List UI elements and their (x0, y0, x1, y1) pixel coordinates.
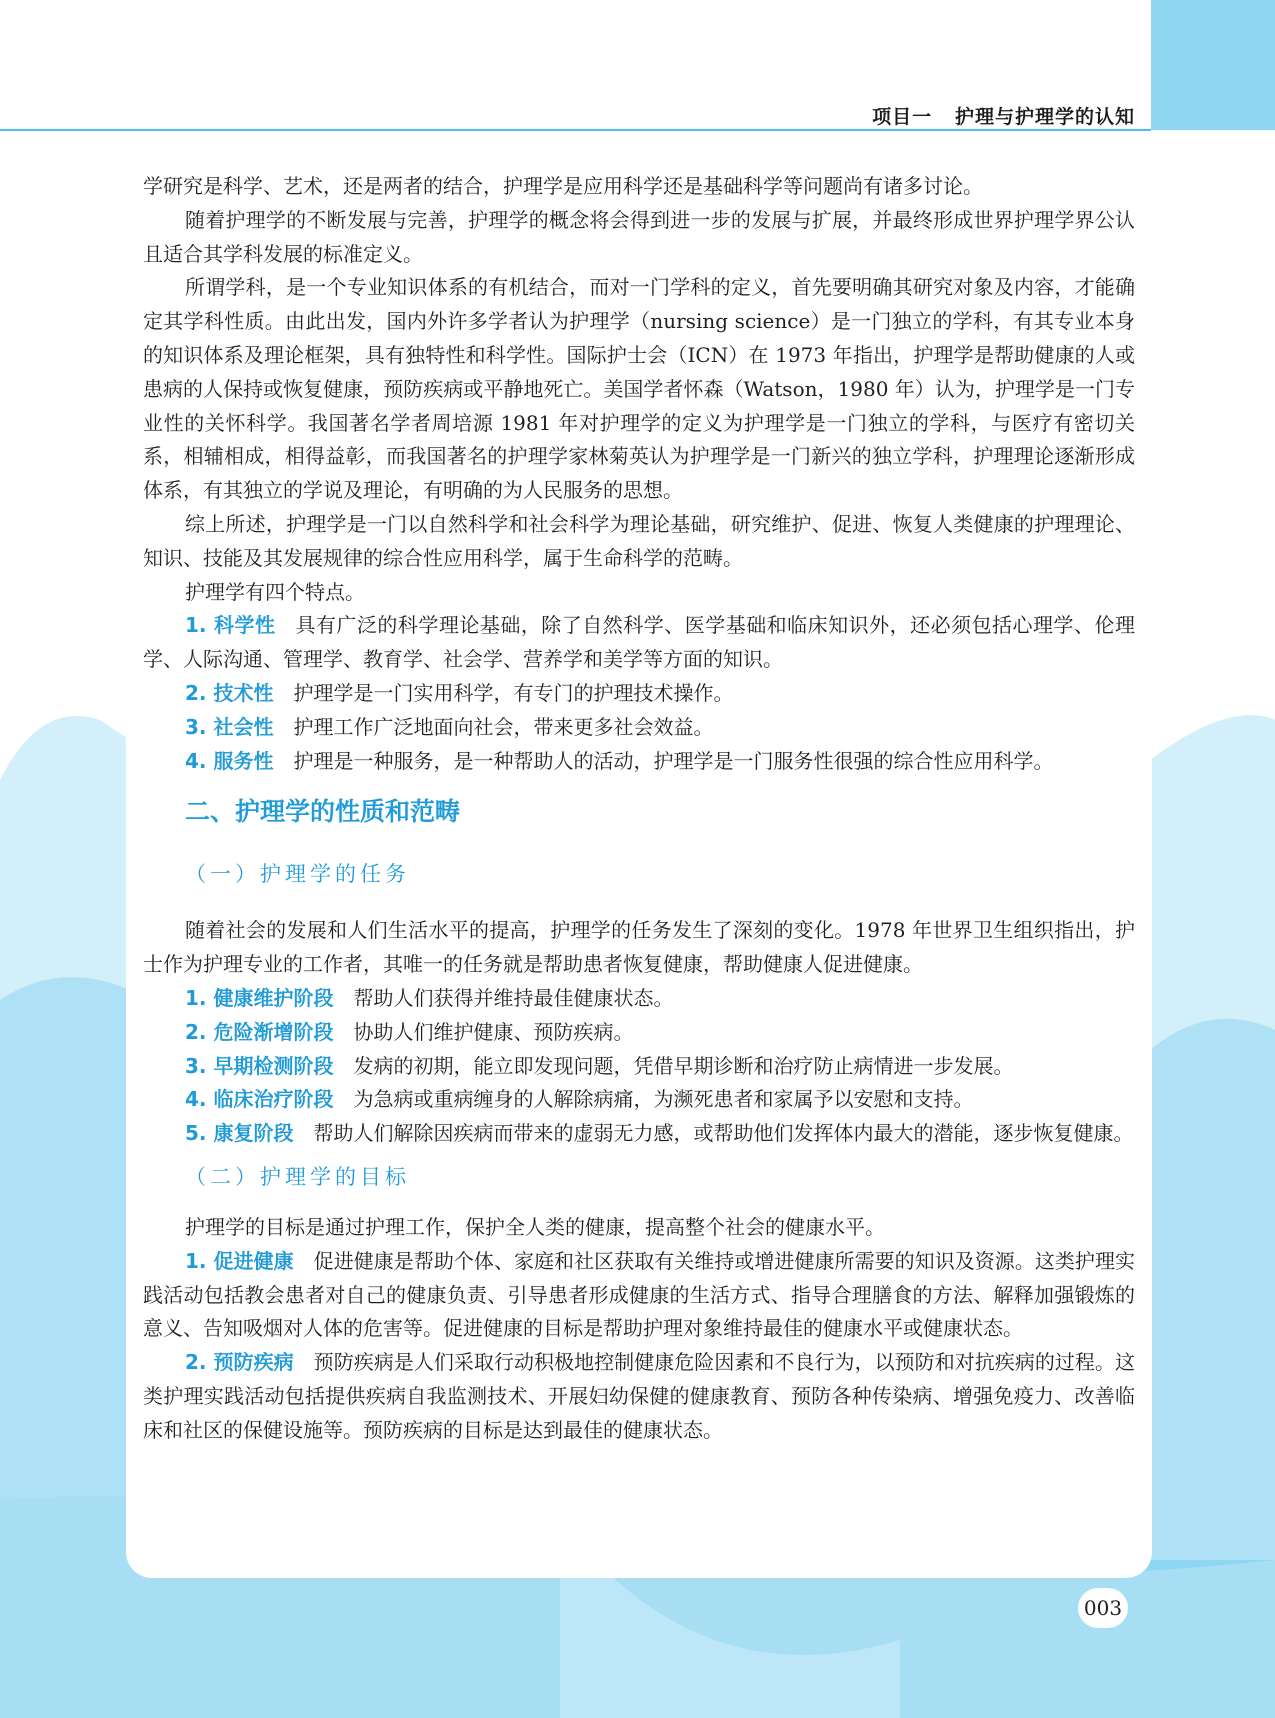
stage-label: 4. 临床治疗阶段 (185, 1087, 334, 1112)
stage-text: 为急病或重病缠身的人解除病痛，为濒死患者和家属予以安慰和支持。 (353, 1087, 974, 1112)
stage-item (143, 1083, 1135, 1117)
feature-item (143, 609, 1135, 677)
goal-item (143, 1346, 1135, 1447)
running-header-title: 项目一 护理与护理学的认知 (872, 106, 1135, 128)
header-corner-block (1151, 0, 1275, 130)
subsection-heading: （一）护理学的任务 (185, 862, 410, 887)
stage-text: 帮助人们解除因疾病而带来的虚弱无力感，或帮助他们发挥体内最大的潜能，逐步恢复健康。 (313, 1121, 1134, 1146)
feature-item (143, 711, 1135, 745)
goal-label: 2. 预防疾病 (185, 1350, 294, 1375)
stage-item (143, 982, 1135, 1016)
header-rule (0, 129, 1151, 131)
section-heading: 二、护理学的性质和范畴 (185, 797, 461, 827)
stage-text: 协助人们维护健康、预防疾病。 (353, 1019, 634, 1044)
feature-label: 2. 技术性 (185, 680, 274, 705)
paragraph: 综上所述，护理学是一门以自然科学和社会科学为理论基础，研究维护、促进、恢复人类健康的护理理论、知识、技能及其发展规律的综合性应用科学，属于生命科学的范畴。 (143, 511, 1135, 570)
stage-text: 发病的初期，能立即发现问题，凭借早期诊断和治疗防止病情进一步发展。 (353, 1053, 1014, 1078)
feature-text: 护理是一种服务，是一种帮助人的活动，护理学是一门服务性很强的综合性应用科学。 (293, 748, 1054, 773)
paragraph: 学研究是科学、艺术，还是两者的结合，护理学是应用科学还是基础科学等问题尚有诸多讨论。 (143, 174, 983, 198)
paragraph: 护理学有四个特点。 (185, 579, 365, 604)
stage-text: 帮助人们获得并维持最佳健康状态。 (353, 985, 674, 1010)
stage-label: 3. 早期检测阶段 (185, 1053, 334, 1078)
page-number: 003 (1078, 1588, 1128, 1628)
paragraph: 随着社会的发展和人们生活水平的提高，护理学的任务发生了深刻的变化。1978 年世界卫生组织指出，护士作为护理专业的工作者，其唯一的任务就是帮助患者恢复健康，帮助健康人促进健康。 (143, 918, 1135, 977)
paragraph: 护理学的目标是通过护理工作，保护全人类的健康，提高整个社会的健康水平。 (185, 1214, 885, 1239)
goal-text: 预防疾病是人们采取行动积极地控制健康危险因素和不良行为，以预防和对抗疾病的过程。这类护理实践活动包括提供疾病自我监测技术、开展妇幼保健的健康教育、预防各种传染病、增强免疫力、改善临床和社区的保健设施等。预防疾病的目标是达到最佳的健康状态。 (143, 1350, 1136, 1442)
stage-item (143, 1016, 1135, 1050)
goal-item (143, 1245, 1135, 1346)
feature-label: 1. 科学性 (185, 613, 276, 638)
paragraph: 所谓学科，是一个专业知识体系的有机结合，而对一门学科的定义，首先要明确其研究对象及内容，才能确定其学科性质。由此出发，国内外许多学者认为护理学（nursing science）是一门独立的学科，有其专业本身的知识体系及理论框架，具有独特性和科学性。国际护士会（ICN）在 1973 年指出，护理学是帮助健康的人或患病的人保持或恢复健康，预防疾病或平静地死亡。美国学者怀森（Watson，1980 年）认为，护理学是一门专业性的关怀科学。我国著名学者周培源 1981 年对护理学的定义为护理学是一门独立的学科，与医疗有密切关系，相辅相成，相得益彰，而我国著名的护理学家林菊英认为护理学是一门新兴的独立学科，护理理论逐渐形成体系，有其独立的学说及理论，有明确的为人民服务的思想。 (143, 275, 1135, 503)
feature-text: 具有广泛的科学理论基础，除了自然科学、医学基础和临床知识外，还必须包括心理学、伦理学、人际沟通、管理学、教育学、社会学、营养学和美学等方面的知识。 (143, 613, 1135, 672)
paragraph: 随着护理学的不断发展与完善，护理学的概念将会得到进一步的发展与扩展，并最终形成世界护理学界公认且适合其学科发展的标准定义。 (143, 207, 1135, 266)
stage-label: 2. 危险渐增阶段 (185, 1019, 334, 1044)
goal-label: 1. 促进健康 (185, 1248, 294, 1273)
feature-text: 护理学是一门实用科学，有专门的护理技术操作。 (293, 680, 734, 705)
feature-label: 4. 服务性 (185, 748, 274, 773)
stage-item (143, 1050, 1135, 1084)
feature-label: 3. 社会性 (185, 714, 274, 739)
feature-item (143, 745, 1135, 779)
subsection-heading: （二）护理学的目标 (185, 1164, 410, 1189)
stage-item (143, 1117, 1135, 1151)
feature-text: 护理工作广泛地面向社会，带来更多社会效益。 (293, 714, 714, 739)
stage-label: 1. 健康维护阶段 (185, 985, 334, 1010)
feature-item (143, 677, 1135, 711)
stage-label: 5. 康复阶段 (185, 1121, 294, 1146)
goal-text: 促进健康是帮助个体、家庭和社区获取有关维持或增进健康所需要的知识及资源。这类护理实践活动包括教会患者对自己的健康负责、引导患者形成健康的生活方式、指导合理膳食的方法、解释加强锻炼的意义、告知吸烟对人体的危害等。促进健康的目标是帮助护理对象维持最佳的健康水平或健康状态。 (143, 1248, 1136, 1341)
page-content (143, 170, 1135, 1448)
